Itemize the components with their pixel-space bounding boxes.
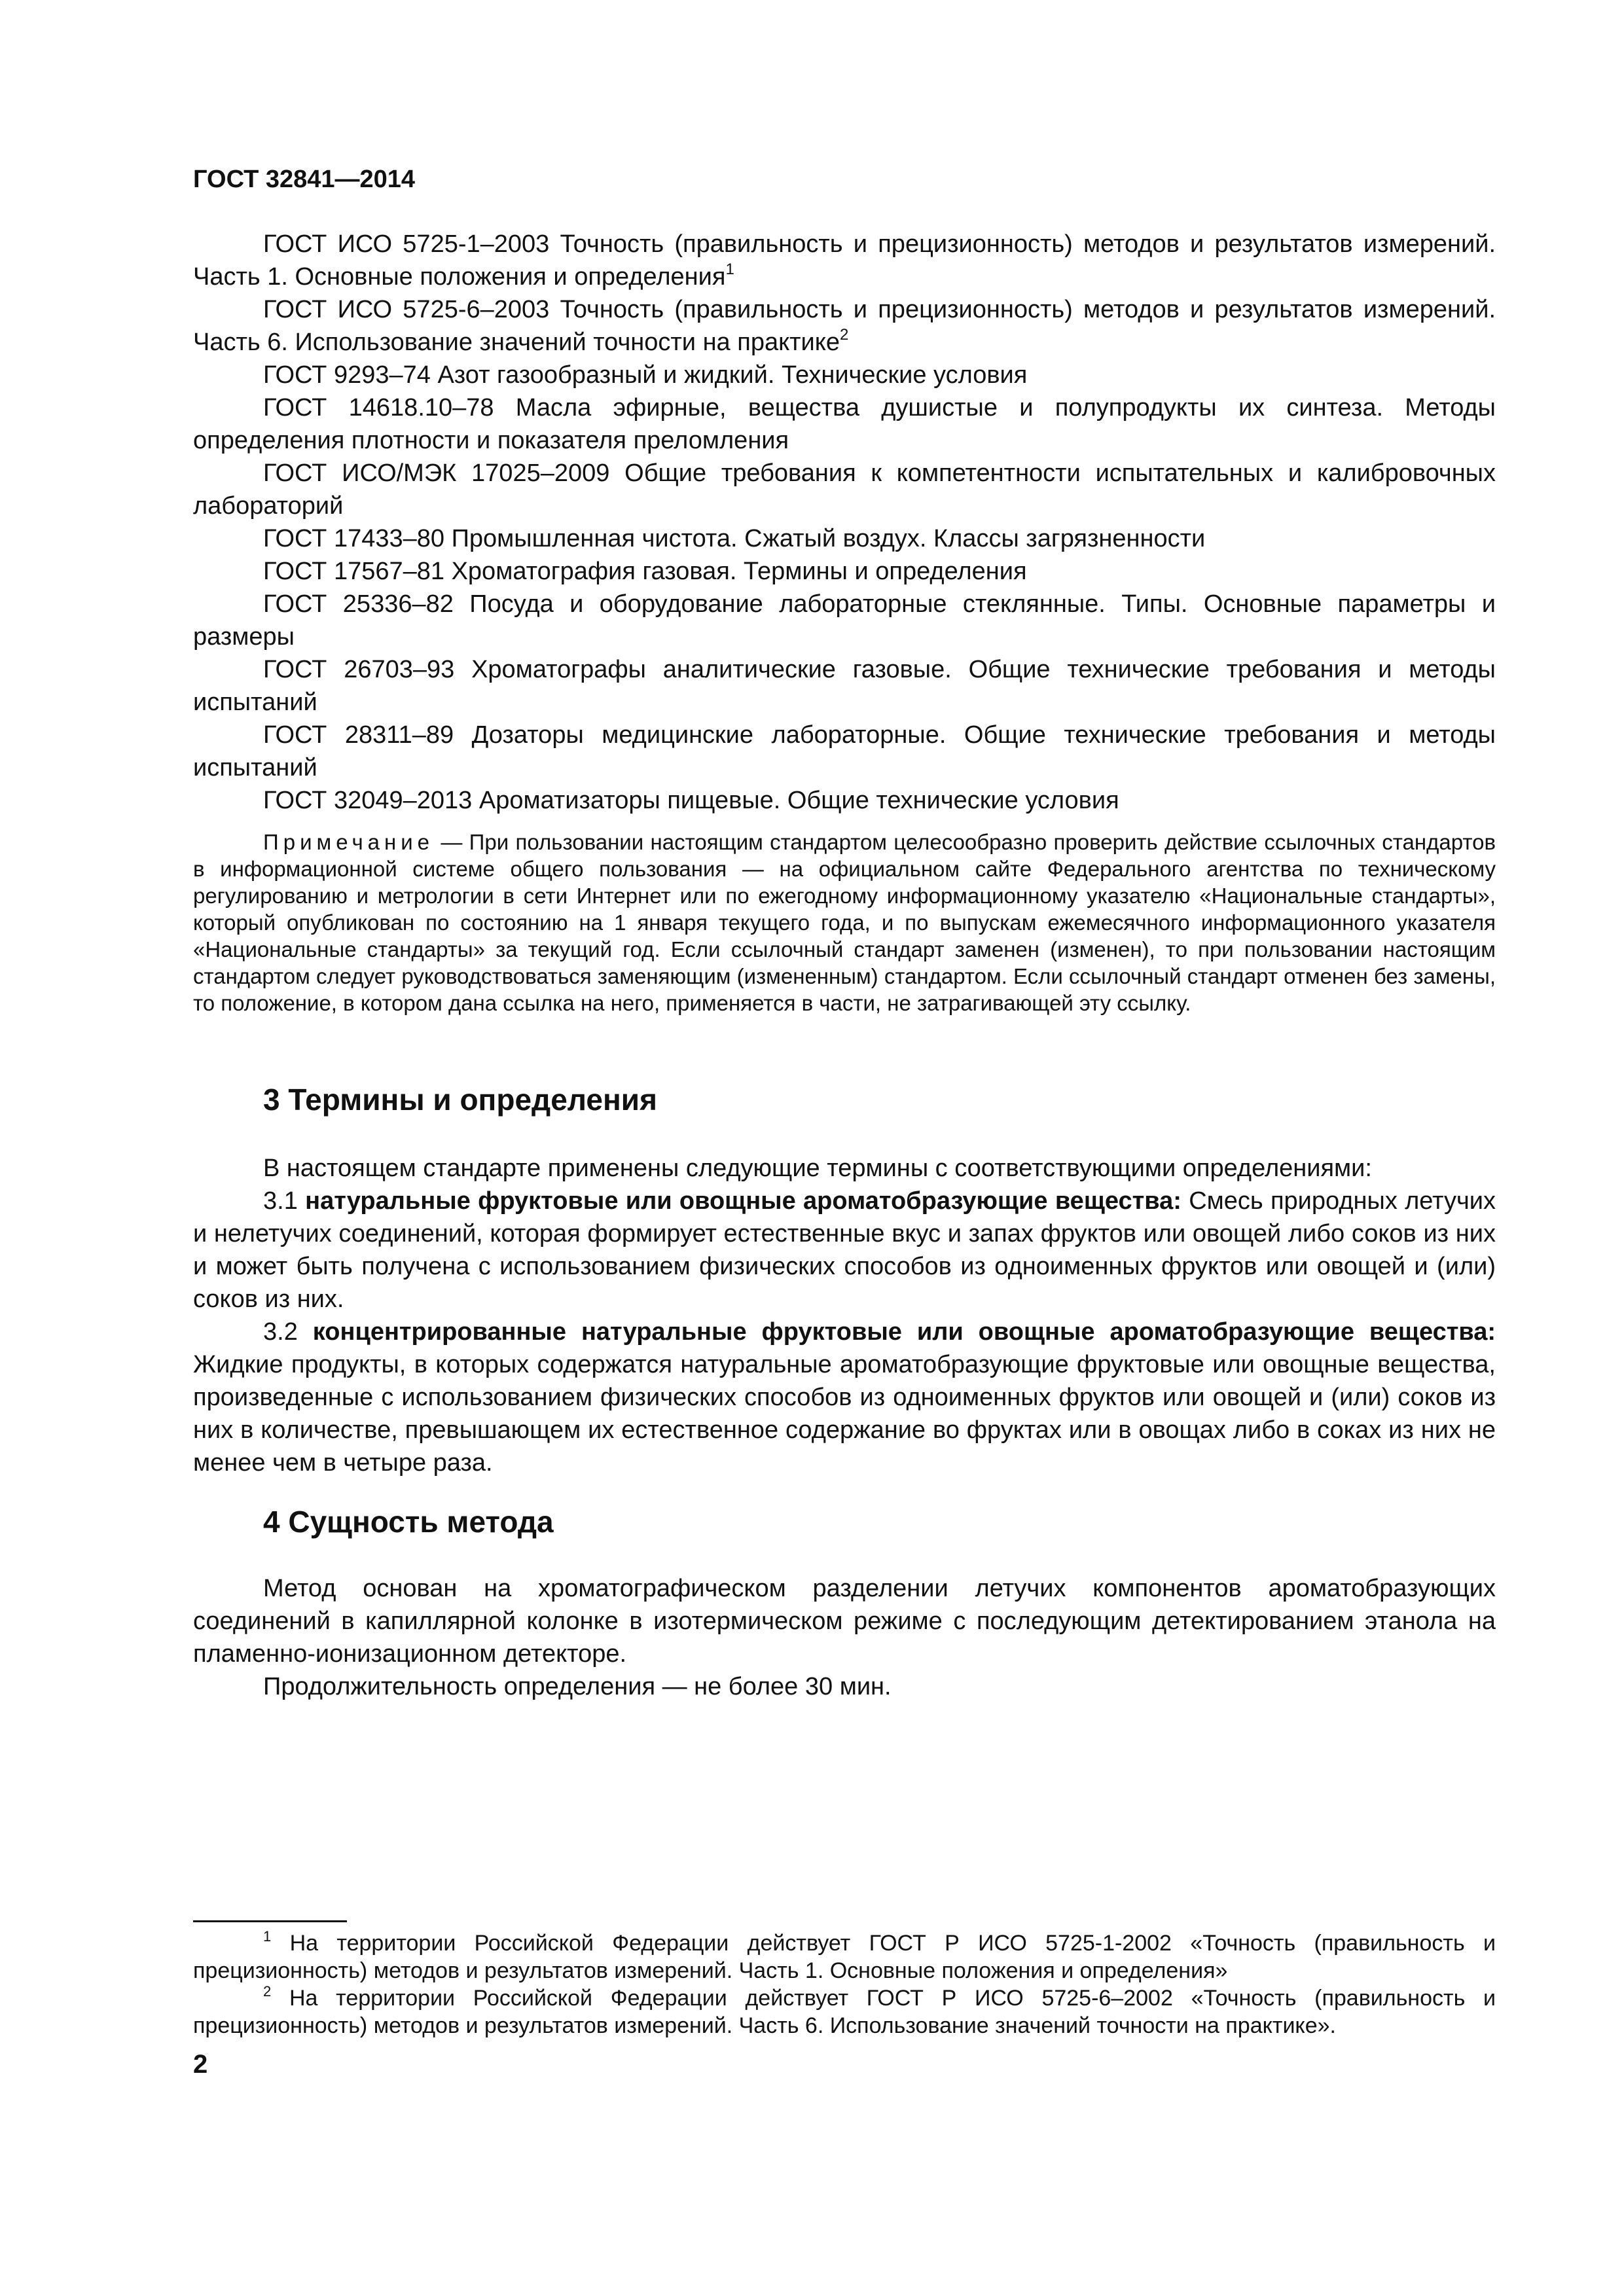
footnote-separator [193, 1920, 347, 1922]
term-definition [193, 1185, 1496, 1316]
footnote [193, 1929, 1496, 1984]
footnote-mark: 1 [725, 260, 734, 278]
footnotes [193, 1929, 1496, 2039]
section-4-title: 4 Сущность метода [263, 1505, 554, 1539]
normative-references-list [193, 228, 1496, 817]
reference-item: ГОСТ ИСО 5725-1–2003 Точность (правильность и прецизионность) методов и результатов измерений. Часть 1. Основные положения и определения$^1$ [193, 230, 1496, 291]
footnote-mark: 2 [839, 326, 849, 344]
reference-item: ГОСТ ИСО 5725-6–2003 Точность (правильность и прецизионность) методов и результатов измерений. Часть 6. Использование значений точности на практике$^2$ [193, 296, 1496, 356]
reference-item: ГОСТ 14618.10–78 Масла эфирные, вещества душистые и полупродукты их синтеза. Методы определения плотности и показателя преломления [193, 394, 1496, 454]
reference-item: ГОСТ 28311–89 Дозаторы медицинские лабораторные. Общие технические требования и методы испытаний [193, 721, 1496, 781]
term-number: 3.2 [263, 1318, 313, 1346]
section-3-title: 3 Термины и определения [263, 1083, 657, 1117]
reference-item: ГОСТ ИСО/МЭК 17025–2009 Общие требования к компетентности испытательных и калибровочных лабораторий [193, 459, 1496, 520]
term-name: натуральные фруктовые или овощные ароматобразующие вещества: [305, 1187, 1182, 1215]
reference-item: ГОСТ 17567–81 Хроматография газовая. Термины и определения [263, 558, 1027, 585]
reference-item: ГОСТ 9293–74 Азот газообразный и жидкий. Технические условия [263, 361, 1028, 389]
section-3-body [193, 1152, 1496, 1479]
paragraph: Продолжительность определения — не более 30 мин. [263, 1673, 892, 1700]
footnote-text: На территории Российской Федерации действует ГОСТ Р ИСО 5725-6–2002 «Точность (правильность и прецизионность) методов и результатов измерений. Часть 6. Использование значений точности на практике». [193, 1986, 1496, 2038]
footnote-number: 1 [263, 1928, 272, 1945]
term-definition [193, 1316, 1496, 1479]
reference-item: ГОСТ 17433–80 Промышленная чистота. Сжатый воздух. Классы загрязненности [263, 525, 1206, 552]
note-label: Примечание [263, 830, 435, 854]
term-text: Смесь природных летучих и нелетучих соединений, которая формирует естественные вкус и запах фруктов или овощей либо соков из них и может быть получена с использованием физических способов из одноименных фруктов или овощей и (или) соков из них. [193, 1187, 1496, 1313]
footnote-text: На территории Российской Федерации действует ГОСТ Р ИСО 5725-1-2002 «Точность (правильность и прецизионность) методов и результатов измерений. Часть 1. Основные положения и определения» [193, 1931, 1496, 1983]
footnote-number: 2 [263, 1983, 272, 2000]
reference-item: ГОСТ 25336–82 Посуда и оборудование лабораторные стеклянные. Типы. Основные параметры и размеры [193, 590, 1496, 651]
footnote [193, 1984, 1496, 2039]
reference-item: ГОСТ 32049–2013 Ароматизаторы пищевые. Общие технические условия [263, 787, 1119, 814]
reference-item: ГОСТ 26703–93 Хроматографы аналитические газовые. Общие технические требования и методы испытаний [193, 656, 1496, 716]
term-text: Жидкие продукты, в которых содержатся натуральные ароматобразующие фруктовые или овощные вещества, произведенные с использованием физических способов из одноименных фруктов или овощей и (или) соков из них в количестве, превышающем их естественное содержание во фруктах или в овощах либо в соках из них не менее чем в четыре раза. [193, 1351, 1496, 1477]
note-text: — При пользовании настоящим стандартом целесообразно проверить действие ссылочных стандартов в информационной системе общего пользования — на официальном сайте Федерального агентства по техническому регулированию и метрологии в сети Интернет или по ежегодному информационному указателю «Национальные стандарты», который опубликован по состоянию на 1 января текущего года, и по выпускам ежемесячного информационного указателя «Национальные стандарты» за текущий год. Если ссылочный стандарт заменен (изменен), то при пользовании настоящим стандартом следует руководствоваться заменяющим (измененным) стандартом. Если ссылочный стандарт отменен без замены, то положение, в котором дана ссылка на него, применяется в части, не затрагивающей эту ссылку. [193, 830, 1496, 1015]
term-number: 3.1 [263, 1187, 306, 1215]
paragraph: Метод основан на хроматографическом разделении летучих компонентов ароматобразующих соединений в капиллярной колонке в изотермическом режиме с последующим детектированием этанола на пламенно-ионизационном детекторе. [193, 1575, 1496, 1668]
section-4-body [193, 1572, 1496, 1703]
term-name: концентрированные натуральные фруктовые или овощные ароматобразующие вещества: [312, 1318, 1496, 1346]
note-block [193, 829, 1496, 1016]
section-3-intro: В настоящем стандарте применены следующие термины с соответствующими определениями: [263, 1155, 1372, 1182]
document-header: ГОСТ 32841—2014 [193, 166, 416, 193]
page-number: 2 [193, 2050, 208, 2079]
